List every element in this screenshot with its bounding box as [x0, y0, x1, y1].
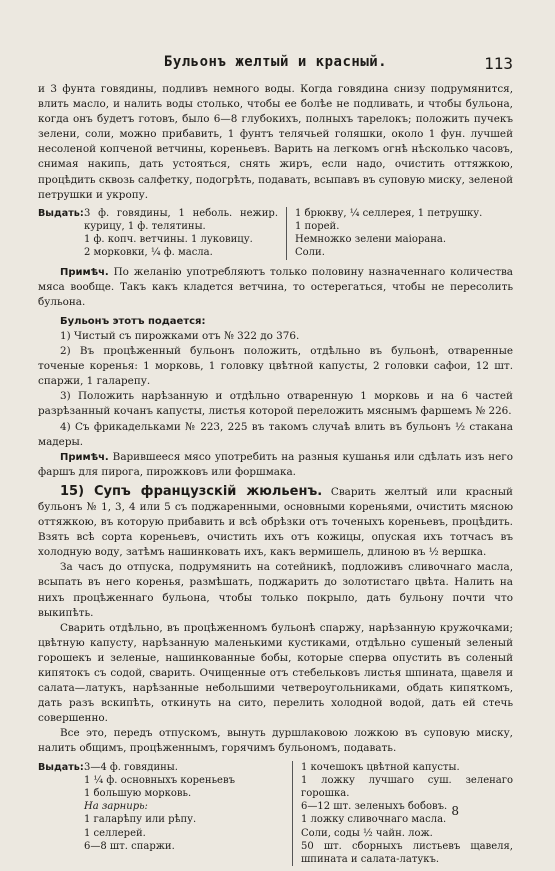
soup-15-paragraph-3: Сварить отдѣльно, въ процѣженномъ бульонѣ спаржу, нарѣзанную кружочками; цвѣтную капусту, нарѣзанную маленькими кустиками, отдѣльно сушеный зеленый горошекъ и зеленые, нашинкованные бобы, которые сперва опустить въ соленый кипятокъ съ содой, сварить. Очищенные отъ стебельковъ листья шпината, щавеля и салата—латукъ, нарѣзанные небольшими четвероугольниками, обдать кипяткомъ, дать разъ вскипѣть, откинуть на сито, перелить холодной водой, дать ей стечь совершенно. — [38, 621, 513, 725]
ingredient-line: 6—12 шт. зеленыхъ бобовъ. — [301, 801, 448, 813]
note-paragraph-1 — [38, 265, 513, 310]
ingredients-left-column — [84, 761, 292, 867]
ingredient-line: 50 шт. сборныхъ листьевъ щавеля, шпината и салата-латукъ. — [301, 840, 513, 865]
page-number: 113 — [484, 54, 513, 73]
page-header — [38, 54, 513, 76]
ingredient-line: 1 кочешокъ цвѣтной капусты. — [301, 761, 460, 773]
intro-paragraph: и 3 фунта говядины, подливъ немного воды. Когда говядина снизу подрумянится, влить масло, и налить воды столько, чтобы ее болѣе не подливать, и чтобы бульона, когда онъ будетъ готовъ, было 6—8 глубокихъ, полныхъ тарелокъ; положить пучекъ зелени, соли, можно прибавить, 1 фунтъ телячьей голяшки, около 1 фун. лучшей несоленой копченой ветчины, кореньевъ. Варить на легкомъ огнѣ нѣсколько часовъ, снимая накипь, дать устояться, снять жиръ, если надо, очистить оттяжкою, процѣдить сквозь салфетку, подогрѣть, подавать, всыпавъ въ суповую миску, зеленой петрушки и укропу. — [38, 83, 513, 201]
ingredients-right-column — [292, 761, 513, 867]
ingredient-line: 1 галарѣпу или рѣпу. — [84, 814, 197, 826]
ingredient-line: 3 ф. говядины, 1 неболь. нежир. курицу, 1 ф. телятины. — [84, 207, 278, 232]
ingredient-line: 3—4 ф. говядины. — [84, 761, 178, 773]
ingredient-line: 1 порей. — [295, 220, 340, 232]
ingredient-line: Немножко зелени маiорана. — [295, 234, 447, 246]
signature-mark: 8 — [451, 804, 459, 818]
served-item: 3) Положить нарѣзанную и отдѣльно отваренную 1 морковь и на 6 частей разрѣзанный кочанъ капусты, листья которой переложить мяснымъ фаршемъ № 226. — [38, 390, 513, 418]
ingredient-line: 1 селлерей. — [84, 827, 146, 839]
note-text: По желанiю употребляютъ только половину назначеннаго количества мяса вообще. Такъ какъ кладется ветчина, то остерегаться, чтобы не пересолить бульона. — [38, 265, 513, 308]
ingredient-line: 1 брюкву, ¼ селлерея, 1 петрушку. — [295, 207, 483, 219]
soup-15-paragraph-4: Все это, передъ отпускомъ, вынуть дуршлаковою ложкою въ суповую миску, налить общимъ, процѣженнымъ, горячимъ бульономъ, подавать. — [38, 727, 513, 755]
ingredients-block-1 — [38, 207, 513, 260]
ingredient-line: Соли. — [295, 247, 325, 259]
ingredient-line: 1 ложку лучшаго суш. зеленаго горошка. — [301, 774, 513, 799]
garnish-subheading: На зарнирь: — [84, 801, 148, 813]
ingredient-line: 1 ф. копч. ветчины. 1 луковицу. — [84, 234, 253, 246]
note-label: Примѣч. — [60, 451, 109, 463]
recipe-text: Сварить желтый или красный бульонъ № 1, 3, 4 или 5 съ поджаренными, основными кореньями, очистить мясною оттяжкою, въ которую прибавить и всѣ обрѣзки отъ точеныхъ кореньевъ, процѣдить. Взять всѣ сорта кореньевъ, очистить ихъ отъ кожицы, опуская ихъ тотчасъ въ холодную воду, затѣмъ нашинковать ихъ, какъ вермишель, длиною въ ½ вершка. — [38, 485, 513, 559]
served-item: 2) Въ процѣженный бульонъ положить, отдѣльно въ бульонѣ, отваренные точеные коренья: 1 морковь, 1 головку цвѣтной капусты, 2 головки сафои, 12 шт. спаржи, 1 галарепу. — [38, 345, 513, 388]
ingredient-line: 1 ложку сливочнаго масла. — [301, 814, 447, 826]
served-item: 1) Чистый съ пирожками отъ № 322 до 376. — [60, 329, 300, 342]
soup-15-paragraph-2: За часъ до отпуска, подрумянить на сотейникѣ, подложивъ сливочнаго масла, всыпать въ него коренья, размѣшать, поджарить до золотистаго цвѣта. Налить на нихъ процѣженнаго бульона, чтобы только покрыло, дать бульону почти что выкипѣть. — [38, 561, 513, 619]
ingredients-block-2 — [38, 761, 513, 867]
note-paragraph-2 — [38, 450, 513, 480]
note-text: Варившееся мясо употребить на разныя кушанья или сдѣлать изъ него фаршъ для пирога, пирожковъ или форшмака. — [38, 450, 513, 478]
ingredients-label: Выдать: — [38, 207, 84, 219]
ingredient-line: 1 ¼ ф. основныхъ кореньевъ — [84, 774, 235, 786]
ingredient-line: 2 морковки, ¼ ф. масла. — [84, 247, 213, 259]
ingredients-left-column — [84, 207, 286, 260]
note-label: Примѣч. — [60, 266, 109, 278]
ingredients-right-column — [286, 207, 513, 260]
ingredient-line: 1 большую морковь. — [84, 787, 192, 799]
ingredient-line: 6—8 шт. спаржи. — [84, 840, 175, 852]
page-body — [38, 82, 513, 871]
recipe-title: 15) Супъ французскiй жюльенъ. — [60, 483, 323, 499]
served-heading: Бульонъ этотъ подается: — [60, 315, 206, 327]
ingredients-label: Выдать: — [38, 761, 84, 773]
ingredient-line: Соли, соды ½ чайн. лож. — [301, 827, 433, 839]
running-title: Бульонъ желтый и красный. — [163, 54, 388, 70]
served-item: 4) Съ фрикадельками № 223, 225 въ такомъ случаѣ влить въ бульонъ ½ стакана мадеры. — [38, 420, 513, 448]
soup-15-paragraph-1 — [38, 484, 513, 560]
